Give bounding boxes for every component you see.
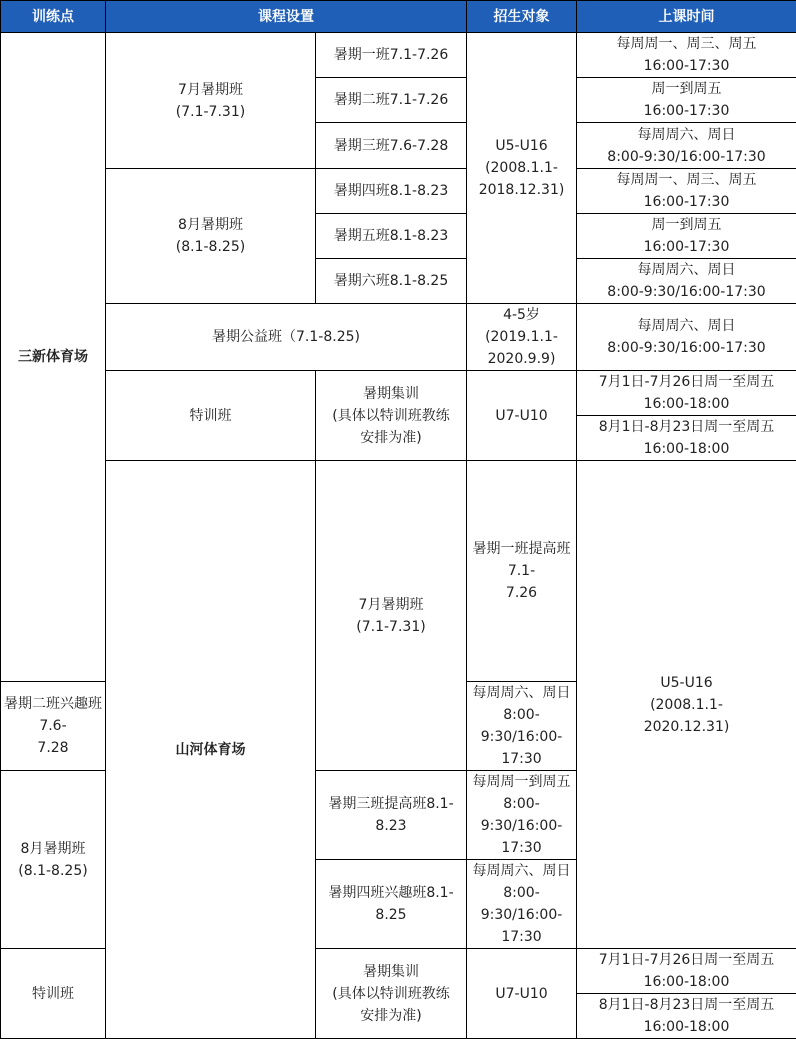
course-special: 特训班 xyxy=(1,949,106,1039)
time-cell: 7月1日-7月26日周一至周五 16:00-18:00 xyxy=(577,371,796,416)
venue-sanxin: 三新体育场 xyxy=(1,33,106,682)
course-class: 暑期一班提高班7.1- 7.26 xyxy=(467,461,577,682)
header-row xyxy=(1,1,796,33)
time-cell: 周一到周五 16:00-17:30 xyxy=(577,214,796,259)
table-row xyxy=(1,169,796,214)
header-course: 课程设置 xyxy=(106,1,467,33)
header-target: 招生对象 xyxy=(467,1,577,33)
target-cell: U7-U10 xyxy=(467,949,577,1039)
time-cell: 每周周一、周三、周五 16:00-17:30 xyxy=(577,33,796,78)
table-row xyxy=(1,461,796,682)
course-group-july: 7月暑期班 (7.1-7.31) xyxy=(106,33,316,169)
time-cell: 每周周六、周日 8:00-9:30/16:00-17:30 xyxy=(577,259,796,304)
course-class: 暑期三班7.6-7.28 xyxy=(316,123,467,169)
time-cell: 8月1日-8月23日周一至周五 16:00-18:00 xyxy=(577,994,796,1039)
table-row xyxy=(1,371,796,416)
header-time: 上课时间 xyxy=(577,1,796,33)
course-special: 特训班 xyxy=(106,371,316,461)
table-row xyxy=(1,33,796,78)
target-cell: 4-5岁 (2019.1.1- 2020.9.9) xyxy=(467,304,577,371)
course-group-aug: 8月暑期班 (8.1-8.25) xyxy=(106,169,316,304)
time-cell: 每周周六、周日 8:00-9:30/16:00-17:30 xyxy=(577,304,796,371)
header-venue: 训练点 xyxy=(1,1,106,33)
course-special-detail: 暑期集训 (具体以特训班教练 安排为准) xyxy=(316,949,467,1039)
target-cell: U5-U16 (2008.1.1- 2020.12.31) xyxy=(577,461,796,949)
time-cell: 7月1日-7月26日周一至周五 16:00-18:00 xyxy=(577,949,796,994)
time-cell: 8月1日-8月23日周一至周五 16:00-18:00 xyxy=(577,416,796,461)
target-cell: U7-U10 xyxy=(467,371,577,461)
time-cell: 每周周六、周日 8:00-9:30/16:00-17:30 xyxy=(577,123,796,169)
table-row xyxy=(1,304,796,371)
venue-shanhe: 山河体育场 xyxy=(106,461,316,1039)
time-cell: 每周周一到周五 8:00-9:30/16:00-17:30 xyxy=(467,771,577,860)
course-class: 暑期四班兴趣班8.1- 8.25 xyxy=(316,860,467,949)
course-class: 暑期一班7.1-7.26 xyxy=(316,33,467,78)
course-class: 暑期五班8.1-8.23 xyxy=(316,214,467,259)
course-class: 暑期四班8.1-8.23 xyxy=(316,169,467,214)
course-class: 暑期二班7.1-7.26 xyxy=(316,78,467,123)
course-class: 暑期六班8.1-8.25 xyxy=(316,259,467,304)
time-cell: 每周周六、周日 8:00-9:30/16:00-17:30 xyxy=(467,682,577,771)
time-cell: 每周周六、周日 8:00-9:30/16:00-17:30 xyxy=(467,860,577,949)
time-cell: 每周周一、周三、周五 16:00-17:30 xyxy=(577,169,796,214)
time-cell: 周一到周五 16:00-17:30 xyxy=(577,78,796,123)
course-welfare: 暑期公益班（7.1-8.25) xyxy=(106,304,467,371)
course-group-aug: 8月暑期班 (8.1-8.25) xyxy=(1,771,106,949)
target-cell: U5-U16 (2008.1.1- 2018.12.31) xyxy=(467,33,577,304)
course-class: 暑期三班提高班8.1- 8.23 xyxy=(316,771,467,860)
course-special-detail: 暑期集训 (具体以特训班教练 安排为准) xyxy=(316,371,467,461)
course-group-july: 7月暑期班 (7.1-7.31) xyxy=(316,461,467,771)
course-class: 暑期二班兴趣班7.6- 7.28 xyxy=(1,682,106,771)
